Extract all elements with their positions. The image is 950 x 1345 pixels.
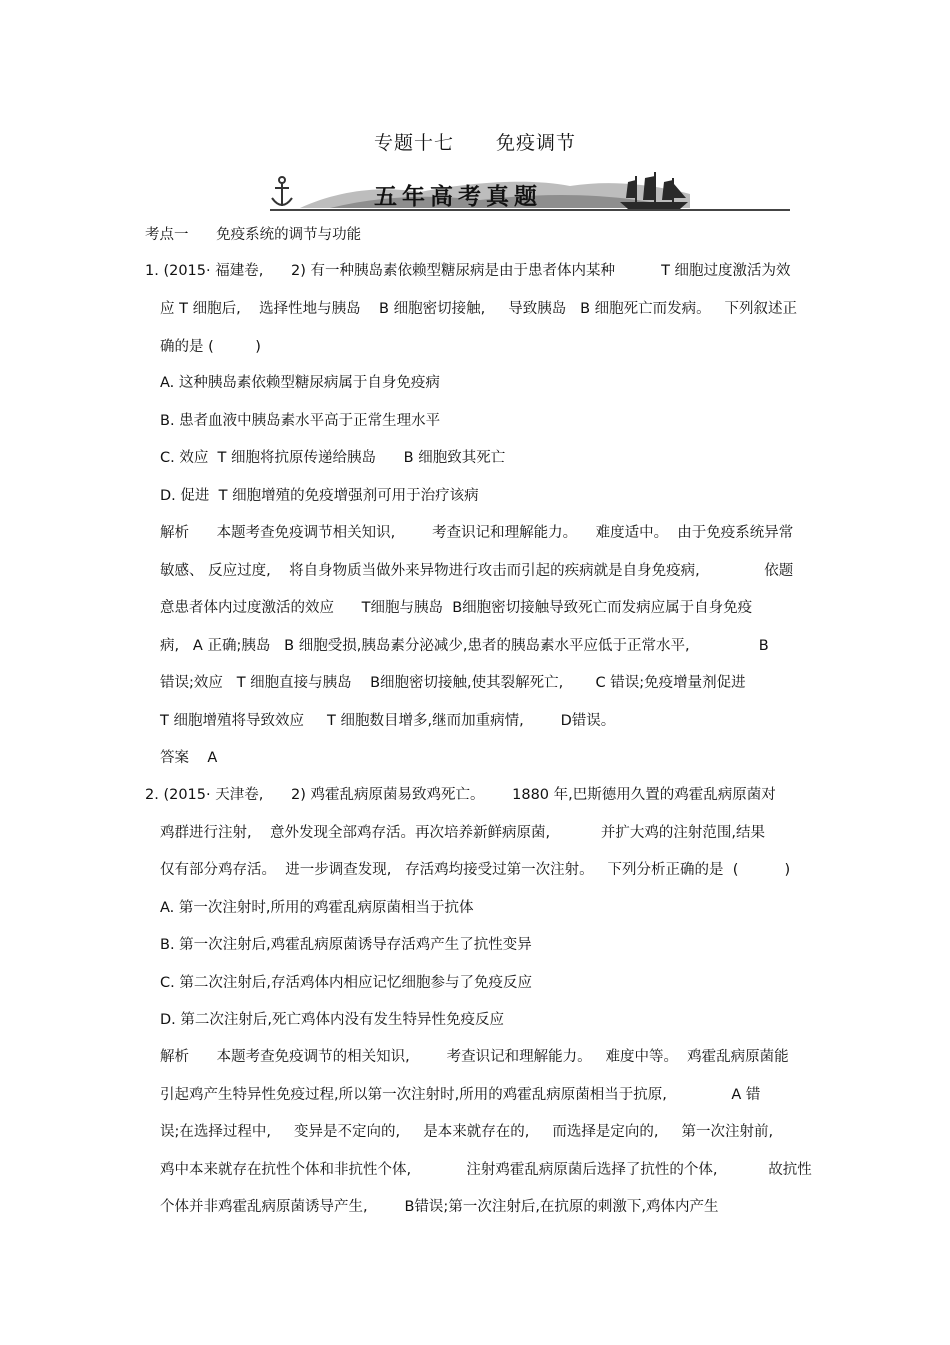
text-line: 鸡群进行注射, 意外发现全部鸡存活。再次培养新鲜病原菌, 并扩大鸡的注射范围,结果 bbox=[160, 825, 765, 841]
text-line: 解析 本题考查免疫调节的相关知识, 考查识记和理解能力。 难度中等。 鸡霍乱病原菌能 bbox=[160, 1049, 789, 1065]
text-line: D. 促进 T 细胞增殖的免疫增强剂可用于治疗该病 bbox=[160, 488, 479, 504]
page-title bbox=[0, 128, 950, 155]
text-line: 个体并非鸡霍乱病原菌诱导产生, B错误;第一次注射后,在抗原的刺激下,鸡体内产生 bbox=[160, 1199, 719, 1215]
text-line: 敏感、 反应过度, 将自身物质当做外来异物进行攻击而引起的疾病就是自身免疫病, 依题 bbox=[160, 563, 794, 579]
title-part2: 免疫调节 bbox=[496, 132, 577, 154]
text-line: 引起鸡产生特异性免疫过程,所以第一次注射时,所用的鸡霍乱病原菌相当于抗原, A 错 bbox=[160, 1087, 761, 1103]
text-line: 错误;效应 T 细胞直接与胰岛 B细胞密切接触,使其裂解死亡, C 错误;免疫增量剂促进 bbox=[160, 675, 746, 691]
text-line: D. 第二次注射后,死亡鸡体内没有发生特异性免疫反应 bbox=[160, 1012, 504, 1028]
anchor-icon bbox=[272, 177, 292, 206]
text-line: 答案 A bbox=[160, 750, 218, 766]
ship-icon bbox=[620, 172, 688, 209]
text-line: 1. (2015· 福建卷, 2) 有一种胰岛素依赖型糖尿病是由于患者体内某种 T 细胞过度激活为效 bbox=[145, 263, 791, 279]
text-line: 鸡中本来就存在抗性个体和非抗性个体, 注射鸡霍乱病原菌后选择了抗性的个体, 故抗性 bbox=[160, 1162, 812, 1178]
text-line: 应 T 细胞后, 选择性地与胰岛 B 细胞密切接触, 导致胰岛 B 细胞死亡而发病。 下列叙述正 bbox=[160, 301, 797, 317]
text-line: C. 效应 T 细胞将抗原传递给胰岛 B 细胞致其死亡 bbox=[160, 450, 506, 466]
text-line: 解析 本题考查免疫调节相关知识, 考查识记和理解能力。 难度适中。 由于免疫系统异常 bbox=[160, 525, 794, 541]
text-line: A. 第一次注射时,所用的鸡霍乱病原菌相当于抗体 bbox=[160, 900, 474, 916]
text-line: 考点一 免疫系统的调节与功能 bbox=[145, 227, 362, 243]
text-line: 2. (2015· 天津卷, 2) 鸡霍乱病原菌易致鸡死亡。 1880 年,巴斯德用久置的鸡霍乱病原菌对 bbox=[145, 787, 776, 803]
text-line: A. 这种胰岛素依赖型糖尿病属于自身免疫病 bbox=[160, 375, 440, 391]
text-line: 确的是 ( ) bbox=[160, 339, 261, 355]
text-line: 病, A 正确;胰岛 B 细胞受损,胰岛素分泌减少,患者的胰岛素水平应低于正常水平, B bbox=[160, 638, 769, 654]
text-line: 意患者体内过度激活的效应 T细胞与胰岛 B细胞密切接触导致死亡而发病应属于自身免疫 bbox=[160, 600, 753, 616]
text-line: 误;在选择过程中, 变异是不定向的, 是本来就存在的, 而选择是定向的, 第一次注射前, bbox=[160, 1124, 774, 1140]
text-line: C. 第二次注射后,存活鸡体内相应记忆细胞参与了免疫反应 bbox=[160, 975, 532, 991]
text-line: B. 第一次注射后,鸡霍乱病原菌诱导存活鸡产生了抗性变异 bbox=[160, 937, 532, 953]
text-line: T 细胞增殖将导致效应 T 细胞数目增多,继而加重病情, D错误。 bbox=[160, 713, 616, 729]
title-part1: 专题十七 bbox=[373, 132, 454, 154]
text-line: B. 患者血液中胰岛素水平高于正常生理水平 bbox=[160, 413, 441, 429]
text-line: 仅有部分鸡存活。 进一步调查发现, 存活鸡均接受过第一次注射。 下列分析正确的是 ( ) bbox=[160, 862, 791, 878]
banner-title: 五年高考真题 bbox=[374, 184, 542, 210]
